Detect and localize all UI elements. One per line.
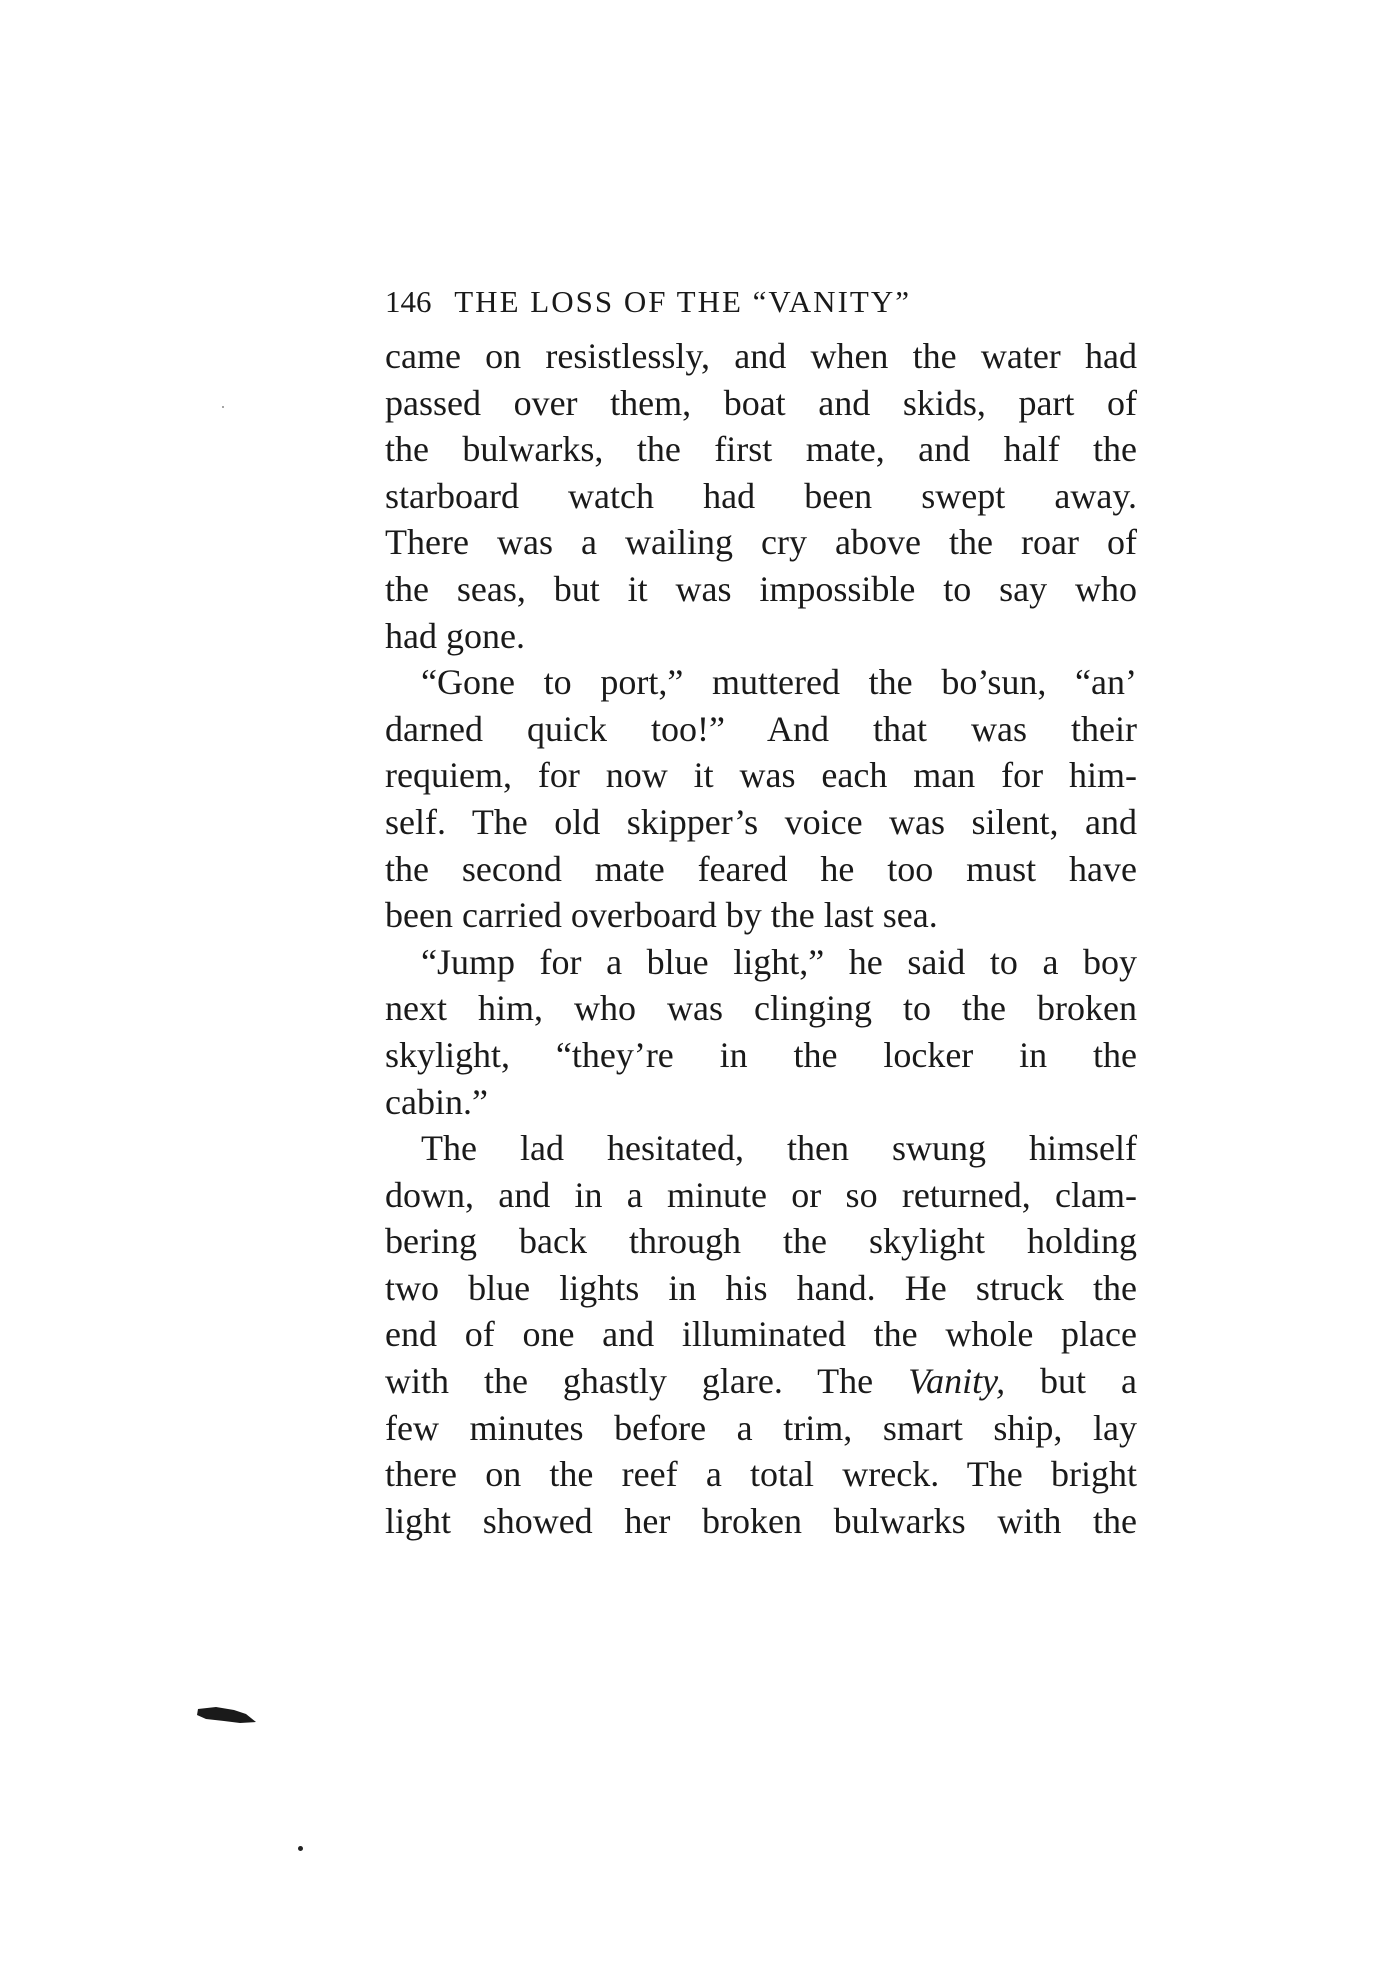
text-line: cabin.” [385,1081,488,1122]
text-line: few minutes before a trim, smart ship, lay [385,1407,1137,1448]
text-line: down, and in a minute or so returned, clam- [385,1174,1137,1215]
stray-speck [222,406,224,408]
text-line: skylight, “they’re in the locker in the [385,1034,1137,1075]
text-segment: but a [1005,1361,1137,1402]
text-line: the second mate feared he too must have [385,848,1137,889]
text-line: The lad hesitated, then swung himself [421,1128,1137,1169]
running-title: THE LOSS OF THE “VANITY” [454,284,911,319]
text-line: the seas, but it was impossible to say who [385,568,1137,609]
ship-name: Vanity, [908,1361,1006,1402]
text-line: “Gone to port,” muttered the bo’sun, “an’ [421,662,1137,703]
text-segment: with the ghastly glare. The [385,1361,909,1402]
text-line: been carried overboard by the last sea. [385,895,938,936]
ink-blot-icon [196,1705,258,1725]
text-line: passed over them, boat and skids, part of [385,382,1137,423]
text-line: starboard watch had been swept away. [385,475,1137,516]
running-head [385,282,1037,322]
body-text [385,333,1137,1544]
text-line: had gone. [385,615,525,656]
text-line: next him, who was clinging to the broken [385,988,1137,1029]
text-line: self. The old skipper’s voice was silent, and [385,801,1137,842]
stray-dot [298,1846,303,1851]
text-line: darned quick too!” And that was their [385,708,1137,749]
text-line: light showed her broken bulwarks with the [385,1500,1137,1541]
text-line: there on the reef a total wreck. The bright [385,1454,1137,1495]
text-line [385,1358,1137,1405]
text-line: “Jump for a blue light,” he said to a boy [421,941,1137,982]
text-line: end of one and illuminated the whole place [385,1314,1137,1355]
text-line: came on resistlessly, and when the water had [385,336,1137,376]
text-line: bering back through the skylight holding [385,1221,1137,1262]
text-line: the bulwarks, the first mate, and half the [385,429,1137,470]
text-line: There was a wailing cry above the roar of [385,522,1137,563]
page-number: 146 [385,284,432,319]
text-line: requiem, for now it was each man for him- [385,755,1137,796]
text-line: two blue lights in his hand. He struck the [385,1267,1137,1308]
